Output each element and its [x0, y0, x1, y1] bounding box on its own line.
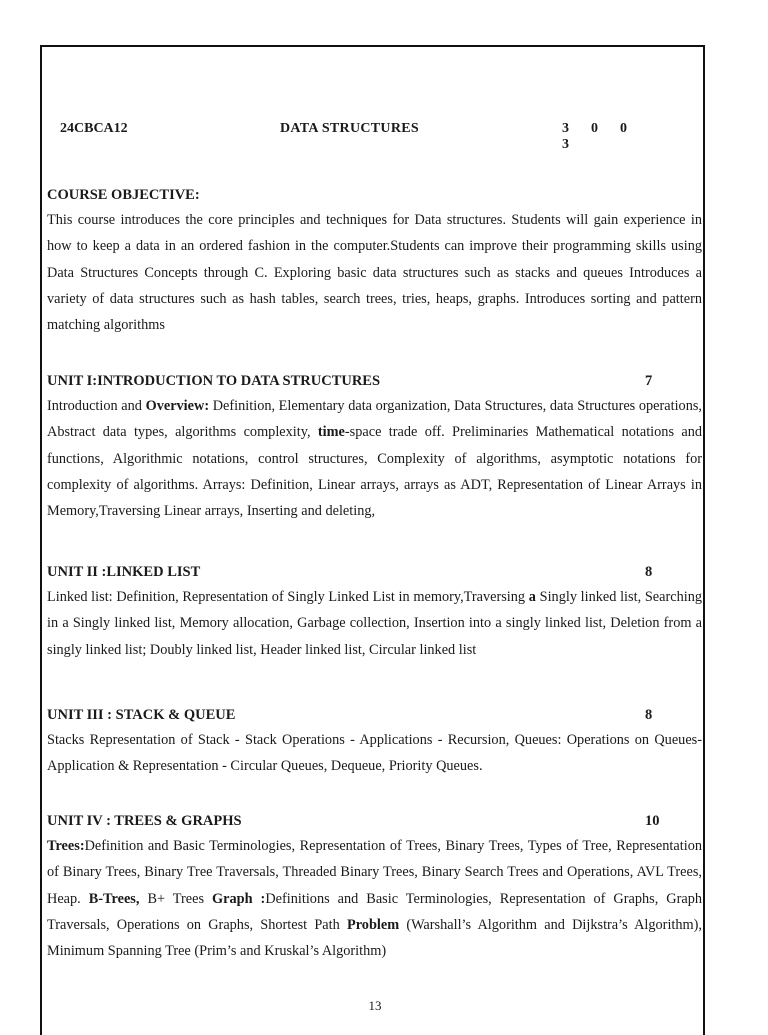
unit-title: UNIT IV : TREES & GRAPHS [47, 813, 242, 829]
unit-heading [47, 809, 702, 833]
page-number: 13 [368, 998, 382, 1013]
course-code: 24CBCA12 [60, 121, 128, 136]
text-run: Singly linked list, Searching in a Singly linked list, Memory allocation, Garbage collection, Insertion into a singly linked list, Deletion from a singly linked list; Doubly linked list, Header linked list, Circular linked list [47, 589, 702, 658]
text-run: Stacks Representation of Stack - Stack Operations - Applications - Recursion, Queues: Operations on Queues- Application & Representation - Circular Queues, Dequeue, Priority Queues. [47, 732, 702, 775]
unit-1-section [47, 369, 702, 524]
objective-heading: COURSE OBJECTIVE: [47, 187, 200, 203]
bold-text-run: Problem [346, 916, 400, 933]
unit-description [47, 584, 702, 663]
bold-text-run: Graph : [212, 890, 266, 907]
text-run: (Warshall’s Algorithm and Dijkstra’s Algorithm), Minimum Spanning Tree (Prim’s and Kruskal’s Algorithm) [47, 916, 702, 960]
bold-text-run: Overview: [145, 398, 210, 414]
objective-text: This course introduces the core principles and techniques for Data structures. Students will gain experience in how to keep a data in an ordered fashion in the computer.Students can improve their programming skills using Data Structures Concepts through C. Exploring basic data structures such as stacks and queues Introduces a variety of data structures such as hash tables, search trees, tries, heaps, graphs. Introduces sorting and pattern matching algorithms [47, 212, 702, 334]
bold-text-run: time [317, 424, 345, 441]
text-run: Definition and Basic Terminologies, Representation of Trees, Binary Trees, Types of Tree, Representation of Binary Trees, Binary Tree Traversals, Threaded Binary Trees, Binary Search Trees and Operations, AVL Trees, Heap. [47, 838, 702, 907]
unit-title: UNIT III : STACK & QUEUE [47, 707, 236, 723]
credit-c: 3 [562, 137, 569, 152]
bold-text-run: Trees: [47, 838, 85, 854]
course-objective-section [47, 183, 702, 338]
text-run: Definition, Elementary data organization, Data Structures, data Structures operations, Abstract data types, algorithms complexity, [47, 398, 702, 441]
unit-4-section [47, 809, 702, 964]
text-run: Introduction and [47, 398, 146, 414]
course-credits [562, 121, 670, 153]
credit-p: 0 [620, 121, 627, 136]
unit-hours: 8 [645, 564, 653, 580]
text-run: Linked list: Definition, Representation of Singly Linked List in memory,Traversing [47, 589, 529, 605]
unit-description [47, 727, 702, 780]
unit-description [47, 833, 702, 964]
unit-hours: 7 [645, 373, 653, 389]
credit-l: 3 [562, 121, 569, 136]
course-title: DATA STRUCTURES [280, 121, 419, 136]
unit-2-section [47, 560, 702, 663]
unit-hours: 8 [645, 707, 653, 723]
course-header [60, 121, 670, 152]
unit-title: UNIT I:INTRODUCTION TO DATA STRUCTURES [47, 373, 381, 389]
unit-title: UNIT II :LINKED LIST [47, 564, 201, 580]
text-run: Definitions and Basic Terminologies, Representation of Graphs, Graph Traversals, Operations on Graphs, Shortest Path [47, 890, 702, 933]
text-run: B+ Trees [139, 890, 213, 907]
unit-heading [47, 703, 702, 727]
unit-3-section [47, 703, 702, 780]
unit-heading [47, 560, 702, 584]
unit-heading [47, 369, 702, 393]
unit-description [47, 393, 702, 524]
text-run: -space trade off. Preliminaries Mathematical notations and functions, Algorithmic notations, control structures, Complexity of algorithms, asymptotic notations for complexity of algorithms. Arrays: Definition, Linear arrays, arrays as ADT, Representation of Linear Arrays in Memory,Traversing Linear arrays, Inserting and deleting, [47, 424, 702, 520]
unit-hours: 10 [645, 813, 660, 829]
bold-text-run: a [528, 589, 536, 605]
bold-text-run: B-Trees, [88, 890, 140, 907]
credit-t: 0 [591, 121, 598, 136]
